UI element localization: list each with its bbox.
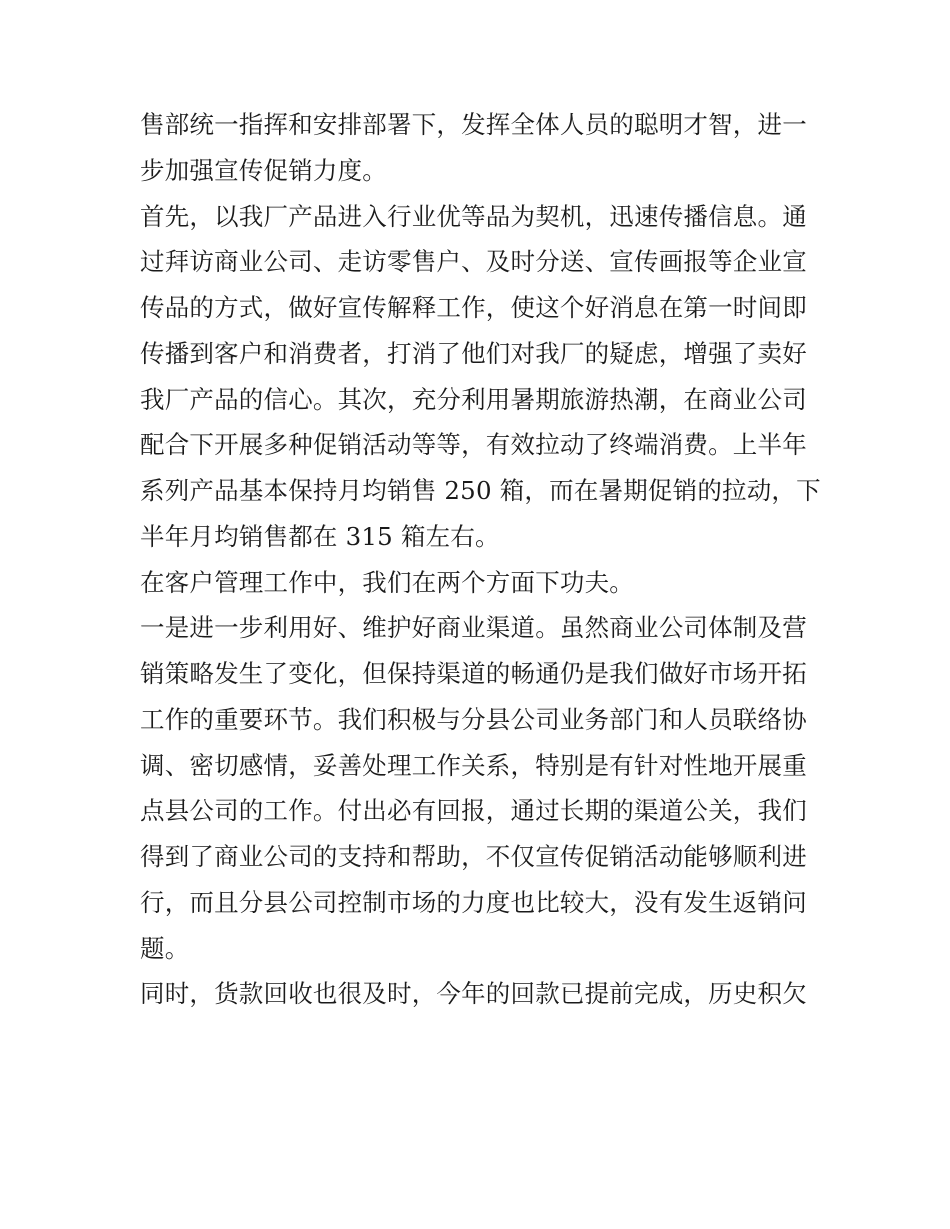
text-line: 传播到客户和消费者，打消了他们对我厂的疑虑，增强了卖好 bbox=[140, 338, 807, 368]
text-line: 工作的重要环节。我们积极与分县公司业务部门和人员联络协 bbox=[140, 704, 807, 734]
text-line: 传品的方式，做好宣传解释工作，使这个好消息在第一时间即 bbox=[140, 293, 807, 322]
text-line: 首先，以我厂产品进入行业优等品为契机，迅速传播信息。通 bbox=[140, 201, 807, 231]
text-line: 我厂产品的信心。其次，充分利用暑期旅游热潮，在商业公司 bbox=[140, 384, 807, 414]
text-line: 销策略发生了变化，但保持渠道的畅通仍是我们做好市场开拓 bbox=[140, 659, 807, 688]
text-line: 行，而且分县公司控制市场的力度也比较大，没有发生返销问 bbox=[140, 887, 807, 917]
text-line: 同时，货款回收也很及时，今年的回款已提前完成，历史积欠 bbox=[140, 979, 807, 1009]
text-line: 售部统一指挥和安排部署下，发挥全体人员的聪明才智，进一 bbox=[140, 110, 807, 139]
text-line: 调、密切感情，妥善处理工作关系，特别是有针对性地开展重 bbox=[140, 750, 807, 780]
text-line: 题。 bbox=[140, 933, 190, 963]
text-line: 过拜访商业公司、走访零售户、及时分送、宣传画报等企业宣 bbox=[140, 247, 807, 277]
text-line: 在客户管理工作中，我们在两个方面下功夫。 bbox=[140, 567, 634, 597]
text-line: 点县公司的工作。付出必有回报，通过长期的渠道公关，我们 bbox=[140, 796, 807, 826]
document-body bbox=[140, 102, 820, 1017]
text-line: 得到了商业公司的支持和帮助，不仅宣传促销活动能够顺利进 bbox=[140, 842, 807, 871]
text-line: 半年月均销售都在 315 箱左右。 bbox=[140, 521, 500, 551]
text-line: 一是进一步利用好、维护好商业渠道。虽然商业公司体制及营 bbox=[140, 613, 807, 643]
text-line: 步加强宣传促销力度。 bbox=[140, 155, 387, 185]
text-line: 系列产品基本保持月均销售 250 箱，而在暑期促销的拉动，下 bbox=[140, 476, 821, 505]
text-line: 配合下开展多种促销活动等等，有效拉动了终端消费。上半年 bbox=[140, 430, 807, 460]
